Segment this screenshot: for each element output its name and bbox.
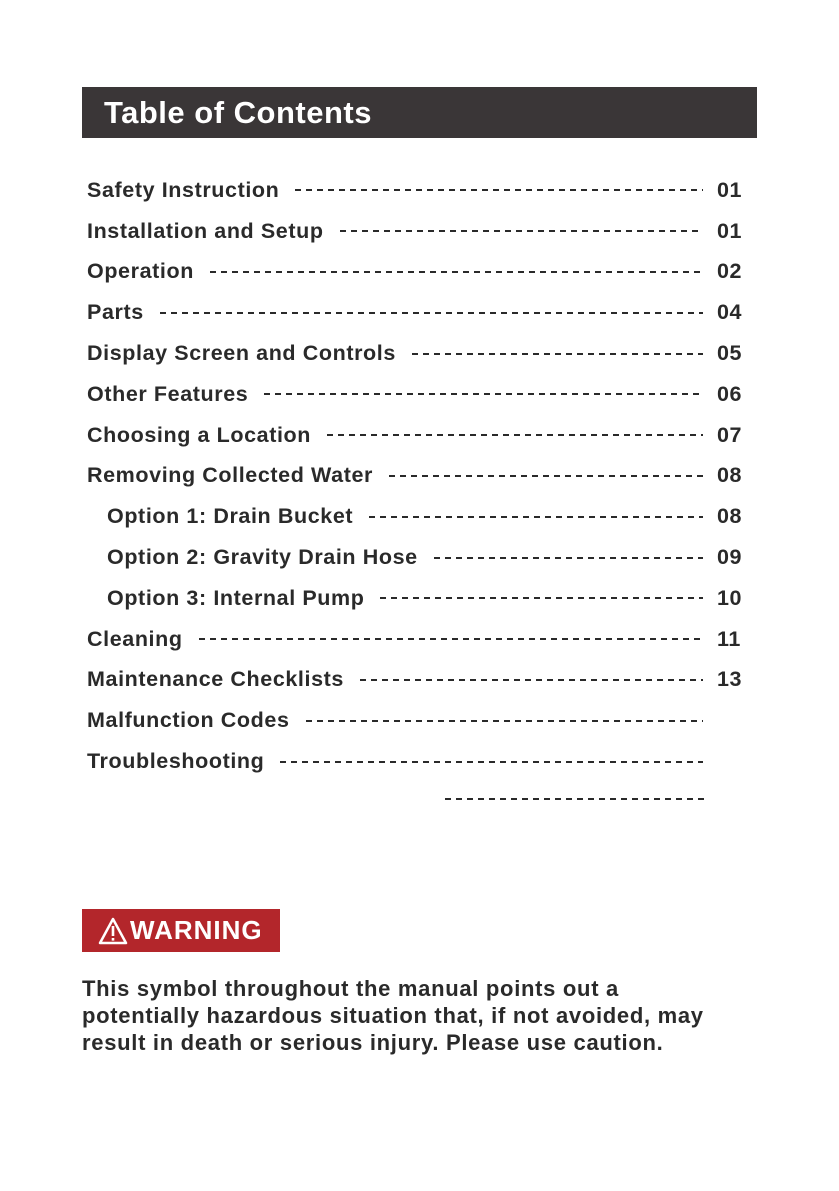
- toc-item-page: 01: [717, 218, 743, 243]
- dot-leader: [340, 230, 703, 232]
- toc-item-title: Other Features: [87, 381, 249, 406]
- toc-item[interactable]: [87, 170, 747, 211]
- toc-item-page: 04: [717, 300, 743, 325]
- toc-item-page: 02: [717, 259, 743, 284]
- toc-item-page: 05: [717, 341, 743, 366]
- dot-leader: [295, 189, 703, 191]
- dot-leader: [160, 312, 703, 314]
- toc-item-title: Removing Collected Water: [87, 463, 373, 488]
- toc-list: [87, 170, 747, 782]
- dot-leader: [210, 271, 703, 273]
- toc-item-page: 13: [717, 667, 743, 692]
- toc-item-title: Cleaning: [87, 626, 183, 651]
- toc-item-title: Maintenance Checklists: [87, 667, 344, 692]
- dot-leader: [199, 638, 703, 640]
- toc-subitem[interactable]: [87, 496, 747, 537]
- toc-item[interactable]: [87, 333, 747, 374]
- toc-item-title: Operation: [87, 259, 194, 284]
- toc-item[interactable]: [87, 619, 747, 660]
- warning-badge: [82, 909, 280, 952]
- toc-subitem[interactable]: [87, 537, 747, 578]
- toc-item-title: Choosing a Location: [87, 422, 312, 447]
- page-title: Table of Contents: [104, 95, 372, 130]
- dot-leader: [389, 475, 703, 477]
- toc-item-title: Option 3: Internal Pump: [107, 585, 365, 610]
- dot-leader: [264, 393, 703, 395]
- warning-label: WARNING: [130, 915, 263, 945]
- dot-leader: [280, 761, 703, 763]
- dot-leader: [412, 353, 703, 355]
- toc-item-title: Installation and Setup: [87, 218, 324, 243]
- toc-item-title: Safety Instruction: [87, 177, 280, 202]
- toc-item[interactable]: [87, 415, 747, 456]
- toc-item-title: Option 1: Drain Bucket: [107, 504, 354, 529]
- toc-subitem[interactable]: [87, 578, 747, 619]
- toc-item-page: 08: [717, 463, 743, 488]
- dot-leader: [434, 557, 703, 559]
- dot-leader: [360, 679, 703, 681]
- dot-leader: [380, 597, 703, 599]
- toc-item-page: 08: [717, 504, 743, 529]
- toc-item-page: 11: [717, 626, 741, 651]
- warning-description: This symbol throughout the manual points out a potentially hazardous situation that, if not avoided, may result in death or serious injury. Please use caution.: [82, 976, 704, 1055]
- dot-leader: [445, 798, 705, 800]
- toc-item-page: 01: [717, 177, 743, 202]
- toc-item-title: Troubleshooting: [87, 749, 265, 774]
- toc-item[interactable]: [87, 456, 747, 497]
- toc-item-title: Parts: [87, 300, 144, 325]
- toc-header: [82, 87, 757, 138]
- toc-item[interactable]: [87, 211, 747, 252]
- toc-item-page: 07: [717, 422, 743, 447]
- toc-item[interactable]: [87, 374, 747, 415]
- toc-item[interactable]: [87, 741, 747, 782]
- dot-leader: [306, 720, 703, 722]
- toc-item[interactable]: [87, 292, 747, 333]
- dot-leader: [369, 516, 703, 518]
- toc-item[interactable]: [87, 700, 747, 741]
- toc-item-title: Malfunction Codes: [87, 708, 290, 733]
- toc-item[interactable]: [87, 252, 747, 293]
- toc-item-page: 10: [717, 585, 743, 610]
- toc-item[interactable]: [87, 660, 747, 701]
- dot-leader: [327, 434, 703, 436]
- toc-item-title: Display Screen and Controls: [87, 341, 396, 366]
- toc-item-page: 09: [717, 545, 743, 570]
- warning-triangle-icon: [98, 917, 128, 945]
- toc-item-page: 06: [717, 381, 743, 406]
- toc-item-title: Option 2: Gravity Drain Hose: [107, 545, 418, 570]
